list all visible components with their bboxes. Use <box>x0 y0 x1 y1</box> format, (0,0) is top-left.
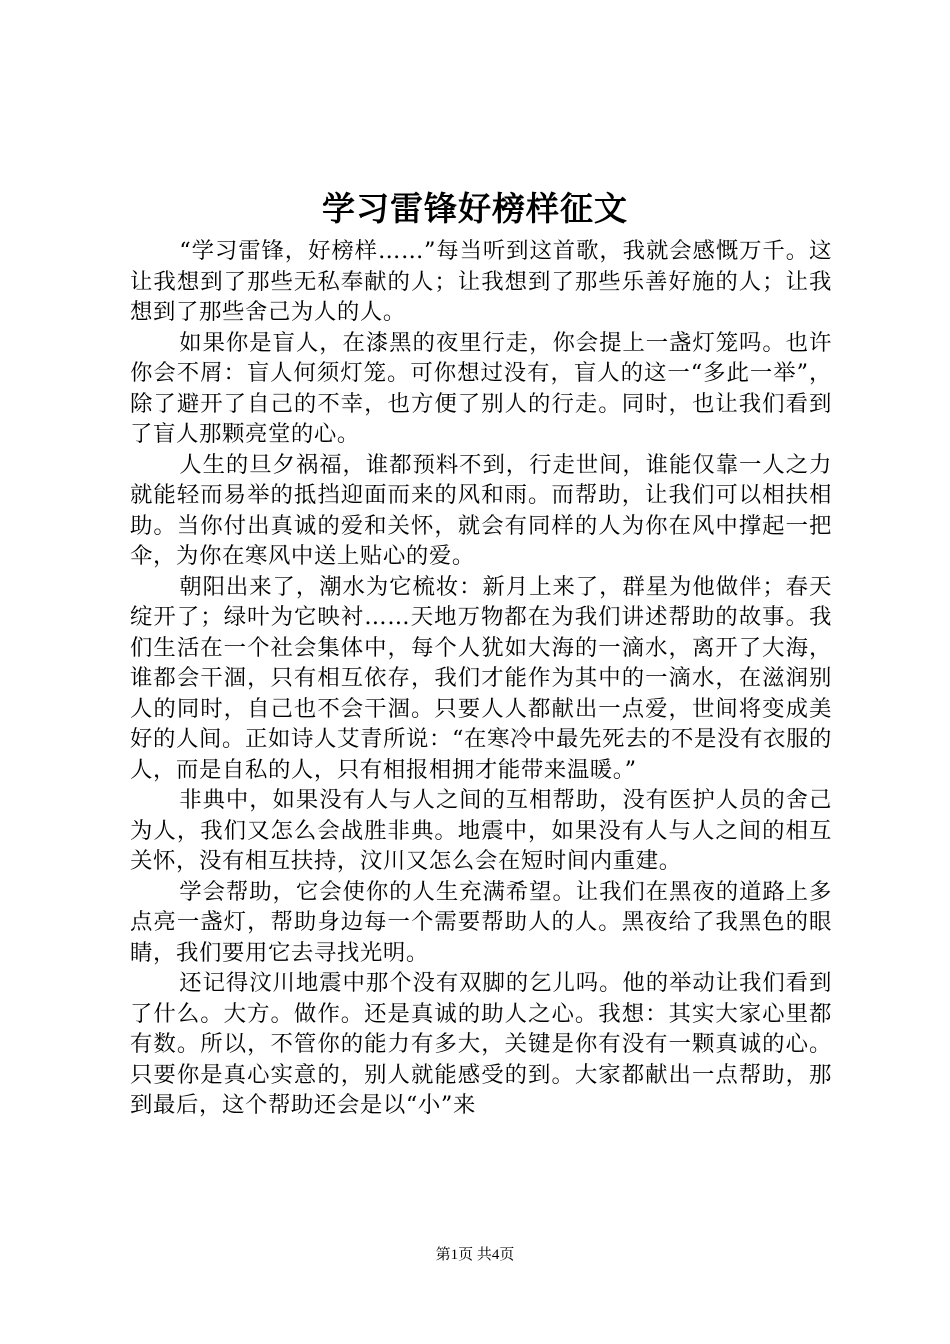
page-number-footer: 第1页 共4页 <box>435 1247 515 1263</box>
paragraph-3: 人生的旦夕祸福，谁都预料不到，行走世间，谁能仅靠一人之力就能轻而易举的抵挡迎面而来的风和雨。而帮助，让我们可以相扶相助。当你付出真诚的爱和关怀，就会有同样的人为你在风中撑起一把伞，为你在寒风中送上贴心的爱。 <box>130 451 832 569</box>
paragraph-5: 非典中，如果没有人与人之间的互相帮助，没有医护人员的舍己为人，我们又怎么会战胜非典。地震中，如果没有人与人之间的相互关怀，没有相互扶持，汶川又怎么会在短时间内重建。 <box>130 787 832 874</box>
paragraph-6: 学会帮助，它会使你的人生充满希望。让我们在黑夜的道路上多点亮一盏灯，帮助身边每一个需要帮助人的人。黑夜给了我黑色的眼睛，我们要用它去寻找光明。 <box>130 878 832 966</box>
paragraph-1: “学习雷锋，好榜样……”每当听到这首歌，我就会感慨万千。这让我想到了那些无私奉献的人；让我想到了那些乐善好施的人；让我想到了那些舍己为人的人。 <box>130 238 832 325</box>
paragraph-7: 还记得汶川地震中那个没有双脚的乞儿吗。他的举动让我们看到了什么。大方。做作。还是真诚的助人之心。我想：其实大家心里都有数。所以，不管你的能力有多大，关键是你有没有一颗真诚的心。只要你是真心实意的，别人就能感受的到。大家都献出一点帮助，那到最后，这个帮助还会是以“小”来 <box>130 970 832 1118</box>
document-body <box>130 236 832 1121</box>
paragraph-2: 如果你是盲人，在漆黑的夜里行走，你会提上一盏灯笼吗。也许你会不屑：盲人何须灯笼。可你想过没有，盲人的这一“多此一举”，除了避开了自己的不幸，也方便了别人的行走。同时，也让我们看到了盲人那颗亮堂的心。 <box>130 329 832 447</box>
document-title: 学习雷锋好榜样征文 <box>322 189 628 228</box>
paragraph-4: 朝阳出来了，潮水为它梳妆：新月上来了，群星为他做伴；春天绽开了；绿叶为它映衬……天地万物都在为我们讲述帮助的故事。我们生活在一个社会集体中，每个人犹如大海的一滴水，离开了大海，谁都会干涸，只有相互依存，我们才能作为其中的一滴水，在滋润别人的同时，自己也不会干涸。只要人人都献出一点爱，世间将变成美好的人间。正如诗人艾青所说：“在寒冷中最先死去的不是没有衣服的人，而是自私的人，只有相报相拥才能带来温暖。” <box>130 573 832 783</box>
